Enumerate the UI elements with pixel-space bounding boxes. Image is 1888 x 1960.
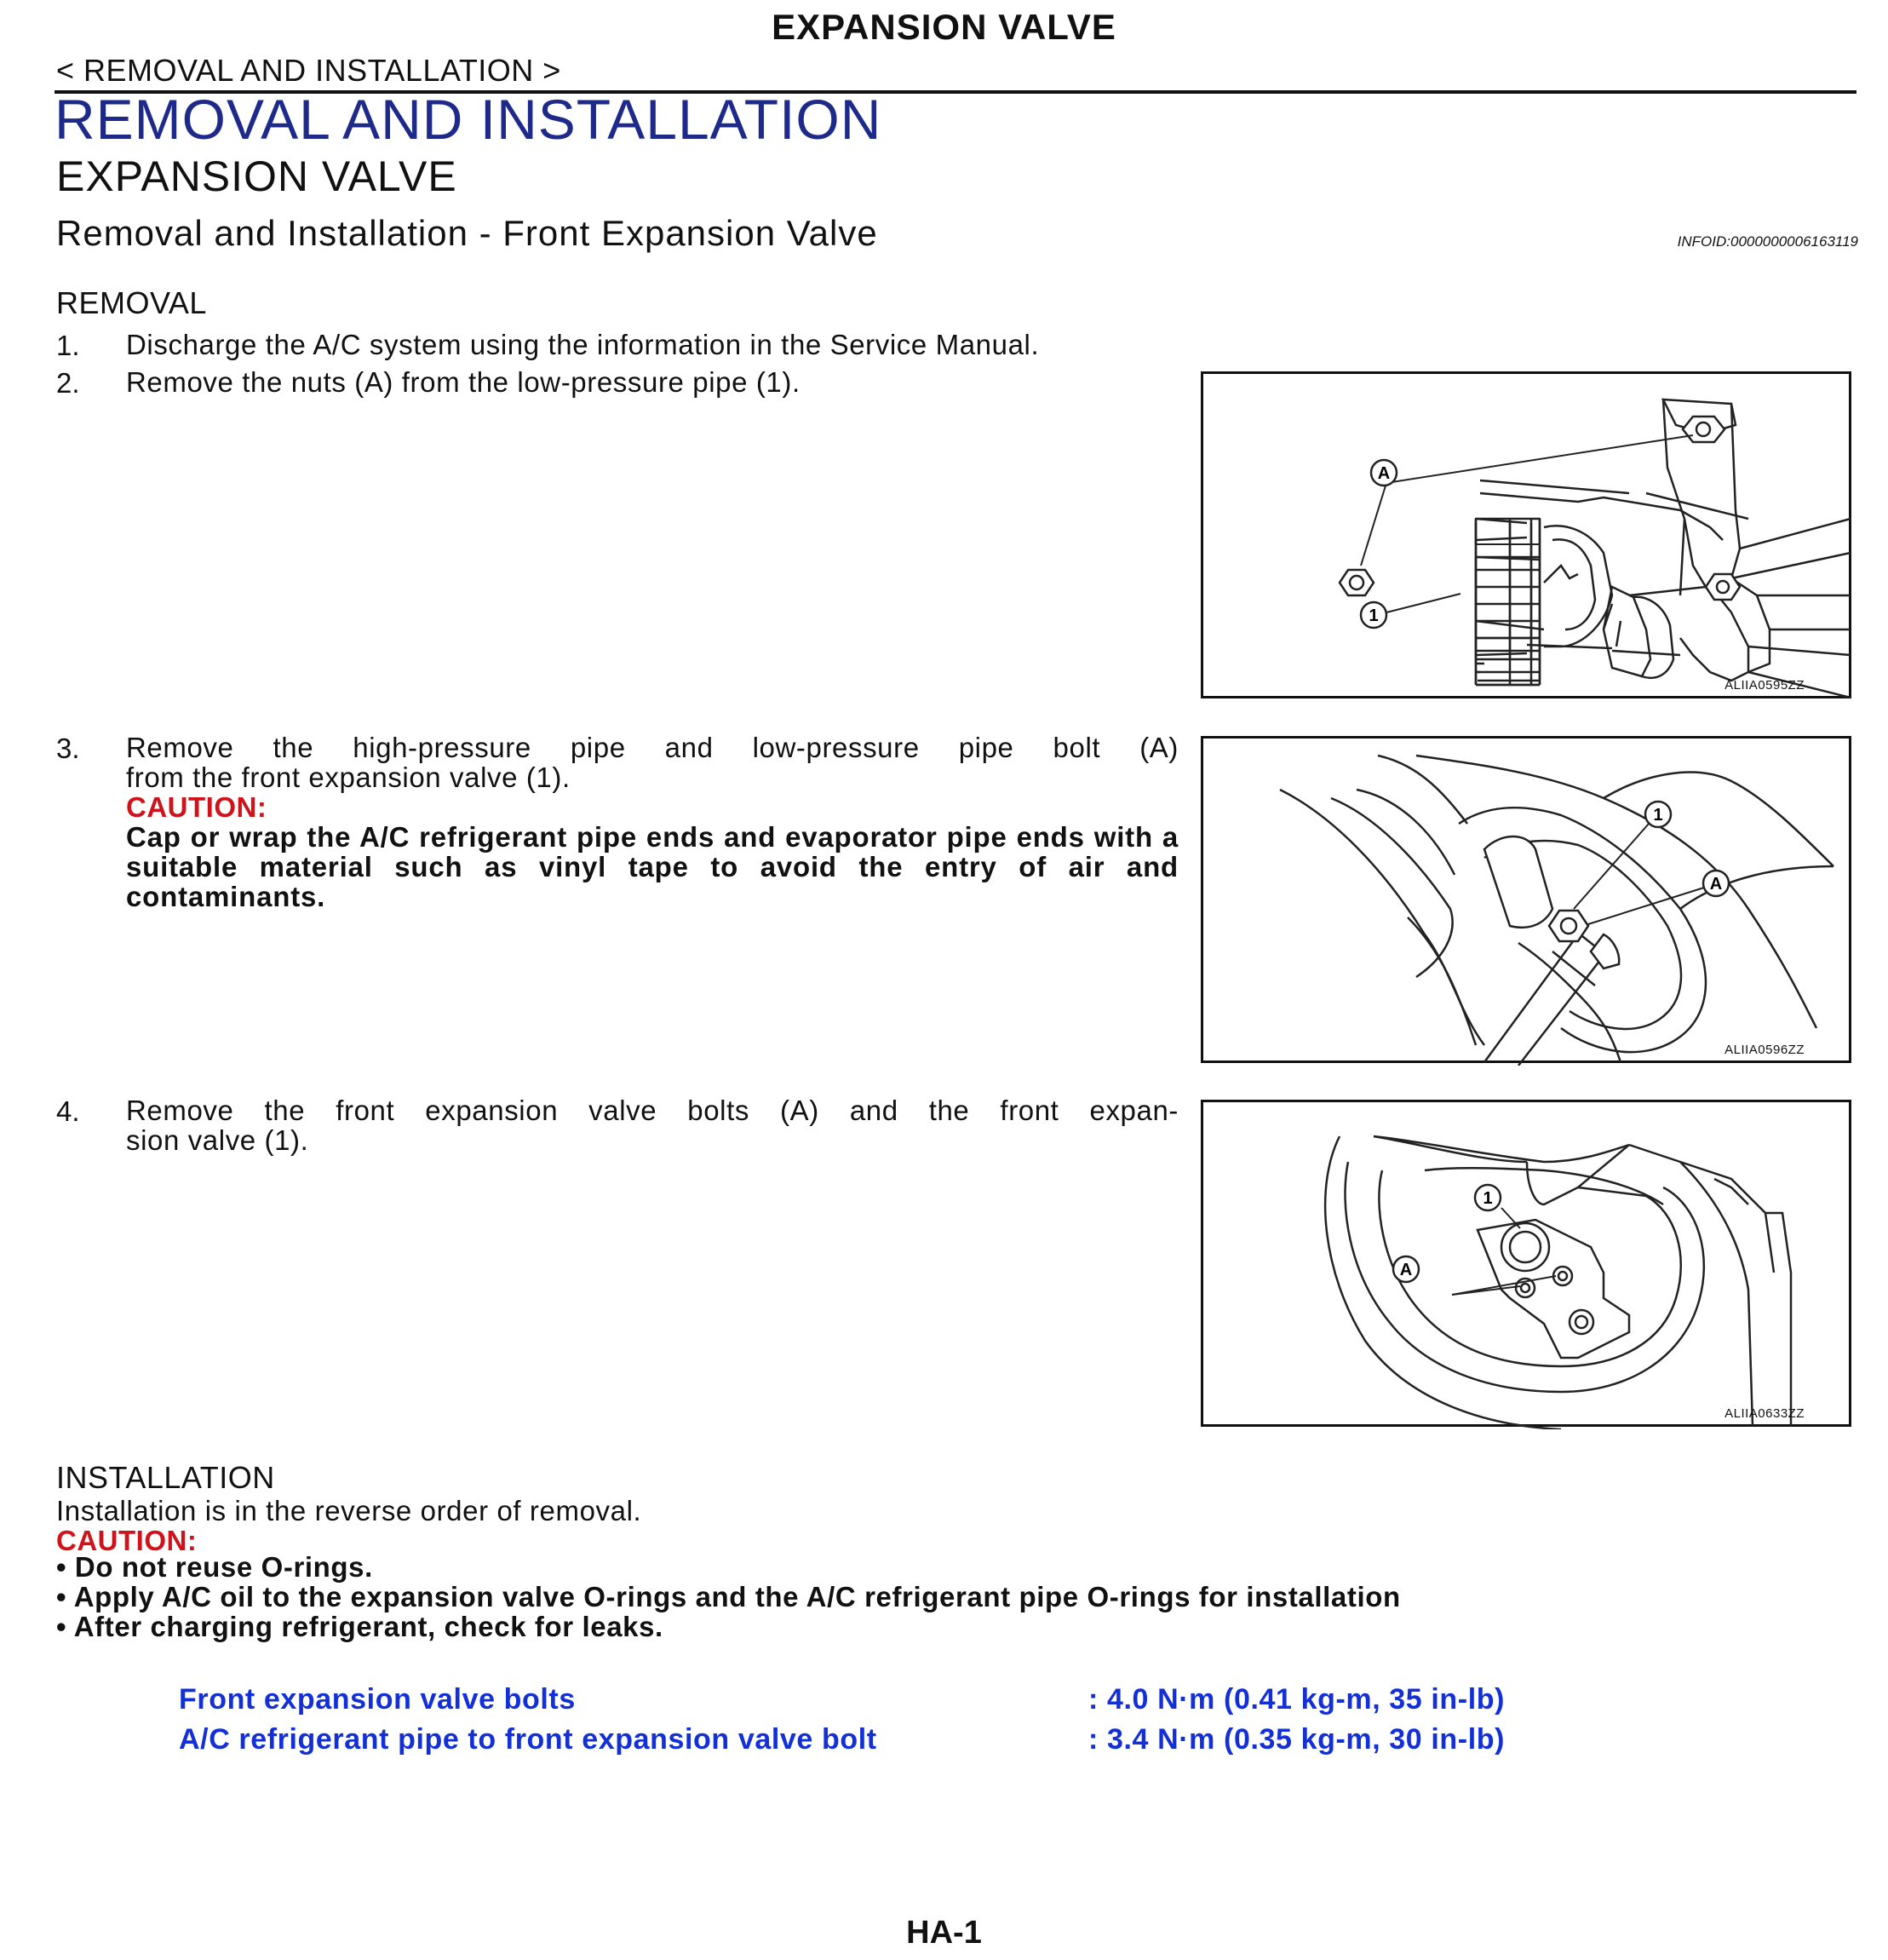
- step-4-number: 4.: [56, 1095, 80, 1127]
- figure-1-callout-1: [1361, 602, 1386, 628]
- page-header-title: EXPANSION VALVE: [772, 7, 1116, 47]
- step-3-number: 3.: [56, 733, 80, 764]
- figure-expansion-valve-bolts: [1201, 1100, 1851, 1427]
- step-1-text: Discharge the A/C system using the information in the Service Manual.: [126, 329, 1040, 360]
- figure-low-pressure-pipe-nuts: [1201, 371, 1851, 698]
- figure-1-callout-a: [1371, 460, 1397, 486]
- caution-bullet: • Do not reuse O-rings.: [56, 1551, 373, 1583]
- figure-1-id: ALIIA0595ZZ: [1724, 678, 1805, 693]
- svg-text:1: 1: [1369, 606, 1379, 625]
- step-2-text: Remove the nuts (A) from the low-pressure pipe (1).: [126, 366, 801, 398]
- torque-label-1: Front expansion valve bolts: [179, 1683, 576, 1716]
- installation-caution-label: CAUTION:: [56, 1525, 198, 1556]
- figure-1-illustration: [1203, 374, 1854, 701]
- topic-title: Removal and Installation - Front Expansion Valve: [56, 213, 878, 253]
- caution-bullet: • Apply A/C oil to the expansion valve O-rings and the A/C refrigerant pipe O-rings for installation: [56, 1581, 1401, 1612]
- step-3-caution-text: Cap or wrap the A/C refrigerant pipe ends and evaporator pipe ends with a suitable material such as vinyl tape to avoid the entry of air and contaminants.: [126, 821, 1179, 912]
- figure-2-callout-1: [1645, 802, 1671, 827]
- svg-text:A: A: [1709, 875, 1723, 894]
- torque-label-2: A/C refrigerant pipe to front expansion valve bolt: [179, 1723, 877, 1756]
- removal-heading: REMOVAL: [56, 285, 207, 320]
- step-3-line-2: from the front expansion valve (1).: [126, 762, 571, 793]
- step-1-number: 1.: [56, 330, 80, 361]
- step-4-line-2: sion valve (1).: [126, 1124, 309, 1156]
- step-3-line-1: Remove the high-pressure pipe and low-pressure pipe bolt (A): [126, 732, 1179, 763]
- figure-3-callout-a: [1393, 1256, 1419, 1282]
- step-4-line-1: Remove the front expansion valve bolts (A) and the front expan-: [126, 1095, 1179, 1126]
- torque-value-2: : 3.4 N·m (0.35 kg-m, 30 in-lb): [1088, 1723, 1506, 1756]
- installation-text: Installation is in the reverse order of removal.: [56, 1495, 642, 1526]
- svg-text:A: A: [1377, 464, 1391, 483]
- svg-text:1: 1: [1483, 1189, 1493, 1208]
- installation-caution-list: [56, 1552, 1401, 1641]
- figure-pipe-bolt: [1201, 736, 1851, 1063]
- step-3-caution-label: CAUTION:: [126, 791, 267, 823]
- svg-text:1: 1: [1653, 806, 1663, 825]
- figure-2-id: ALIIA0596ZZ: [1724, 1043, 1805, 1057]
- page-number: HA-1: [906, 1915, 982, 1951]
- torque-value-1: : 4.0 N·m (0.41 kg-m, 35 in-lb): [1088, 1683, 1506, 1716]
- step-3-block: [126, 733, 1179, 911]
- figure-3-callout-1: [1475, 1185, 1501, 1210]
- figure-2-callout-a: [1703, 871, 1729, 896]
- section-title: REMOVAL AND INSTALLATION: [55, 88, 882, 151]
- section-subtitle: EXPANSION VALVE: [56, 152, 457, 200]
- caution-bullet: • After charging refrigerant, check for leaks.: [56, 1611, 663, 1642]
- breadcrumb: < REMOVAL AND INSTALLATION >: [56, 53, 561, 88]
- svg-text:A: A: [1399, 1261, 1413, 1279]
- figure-3-id: ALIIA0633ZZ: [1724, 1406, 1805, 1421]
- step-4-block: [126, 1095, 1179, 1155]
- step-2-number: 2.: [56, 367, 80, 399]
- figure-3-illustration: [1203, 1102, 1854, 1429]
- figure-2-illustration: [1203, 739, 1854, 1066]
- installation-heading: INSTALLATION: [56, 1460, 275, 1495]
- info-id: INFOID:0000000006163119: [1677, 233, 1858, 250]
